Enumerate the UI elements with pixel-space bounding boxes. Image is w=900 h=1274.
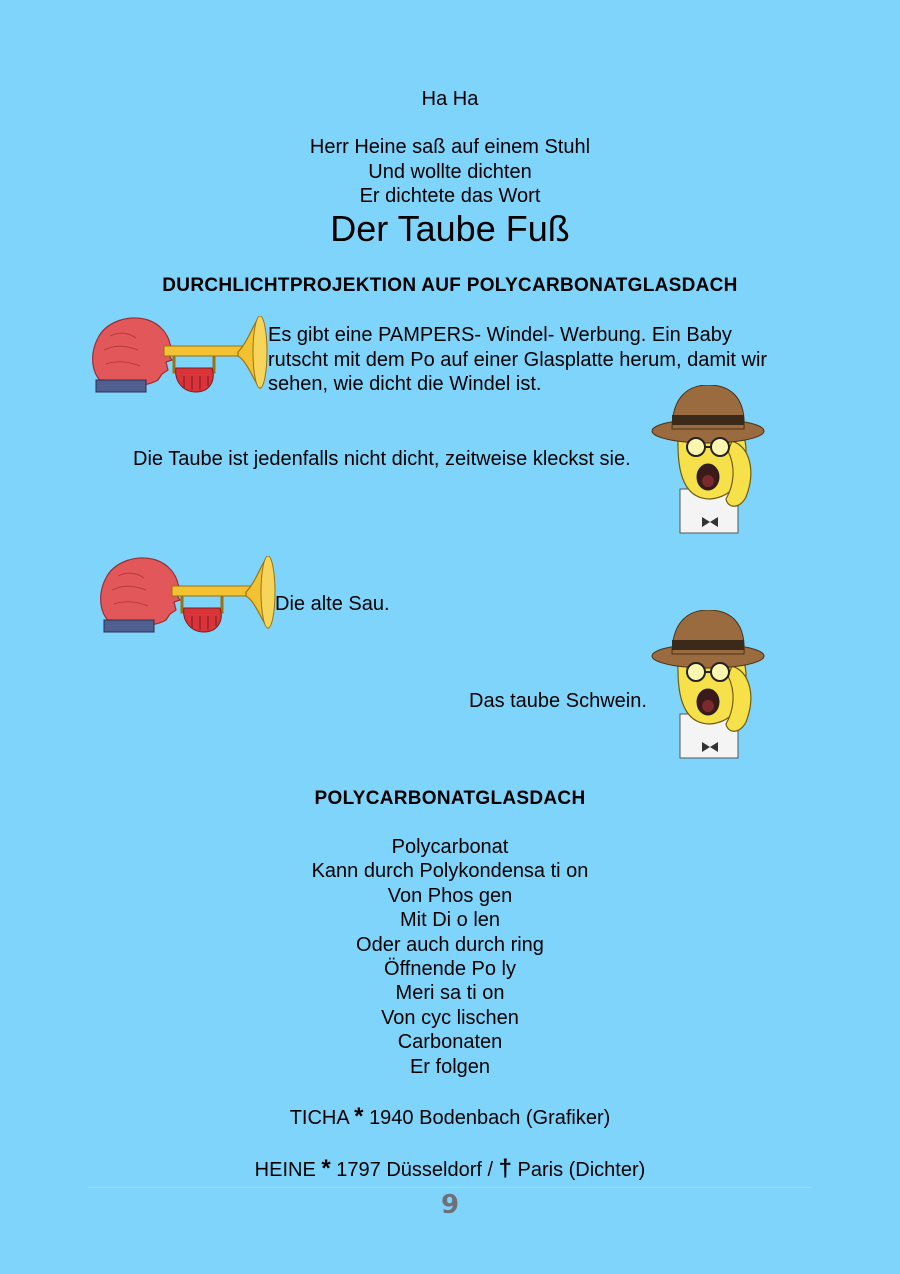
page-number: 9 [440,1190,460,1220]
poem-line: Von cyc lischen [381,1006,519,1029]
credit-heine-name: HEINE [254,1159,316,1181]
page-title: Der Taube Fuß [330,208,570,249]
section-heading-polycarbonat: POLYCARBONATGLASDACH [314,788,586,809]
poem-line: Kann durch Polykondensa ti on [311,860,589,883]
listener-illustration-1 [650,385,766,537]
alte-sau-text: Die alte Sau. [275,593,390,615]
credit-ticha-details: 1940 Bodenbach (Grafiker) [369,1107,611,1129]
poem-line: Carbonaten [397,1031,503,1054]
poem-line: Er folgen [409,1055,491,1078]
poem-line: Mit Di o len [399,909,501,932]
taube-text: Die Taube ist jedenfalls nicht dicht, zeitweise kleckst sie. [133,448,631,470]
pampers-line-3: sehen, wie dicht die Windel ist. [268,373,542,395]
credit-ticha [0,1105,900,1130]
credit-heine-death: Paris (Dichter) [517,1159,646,1181]
poem-line: Polycarbonat [391,836,509,858]
poem-intro-line-2: Und wollte dichten [368,161,532,183]
poem-line: Von Phos gen [387,884,513,907]
credit-ticha-name: TICHA [289,1107,349,1129]
poem-intro-line-3: Er dichtete das Wort [359,185,541,207]
section-heading-projection: DURCHLICHTPROJEKTION AUF POLYCARBONATGLASDACH [162,275,738,296]
polycarbonat-poem [0,835,900,1079]
death-cross-icon: † [498,1155,512,1182]
schwein-text: Das taube Schwein. [469,690,647,712]
listener-illustration-2 [650,610,766,762]
trumpeter-illustration-2 [96,556,276,638]
poem-line: Öffnende Po ly [384,957,516,980]
pampers-line-2: rutscht mit dem Po auf einer Glasplatte herum, damit wir [268,348,768,371]
birth-star-icon: * [321,1155,331,1182]
credit-heine-birth: 1797 Düsseldorf / [336,1159,494,1181]
birth-star-icon: * [354,1103,364,1130]
ha-ha-text: Ha Ha [421,88,479,110]
poem-intro-line-1: Herr Heine saß auf einem Stuhl [309,136,591,158]
poem-line: Oder auch durch ring [356,933,544,956]
credit-heine [0,1157,900,1182]
footer-divider [88,1187,812,1188]
trumpeter-illustration-1 [88,316,268,398]
pampers-line-1: Es gibt eine PAMPERS- Windel- Werbung. Ein Baby [268,324,732,346]
poem-line: Meri sa ti on [395,982,505,1005]
